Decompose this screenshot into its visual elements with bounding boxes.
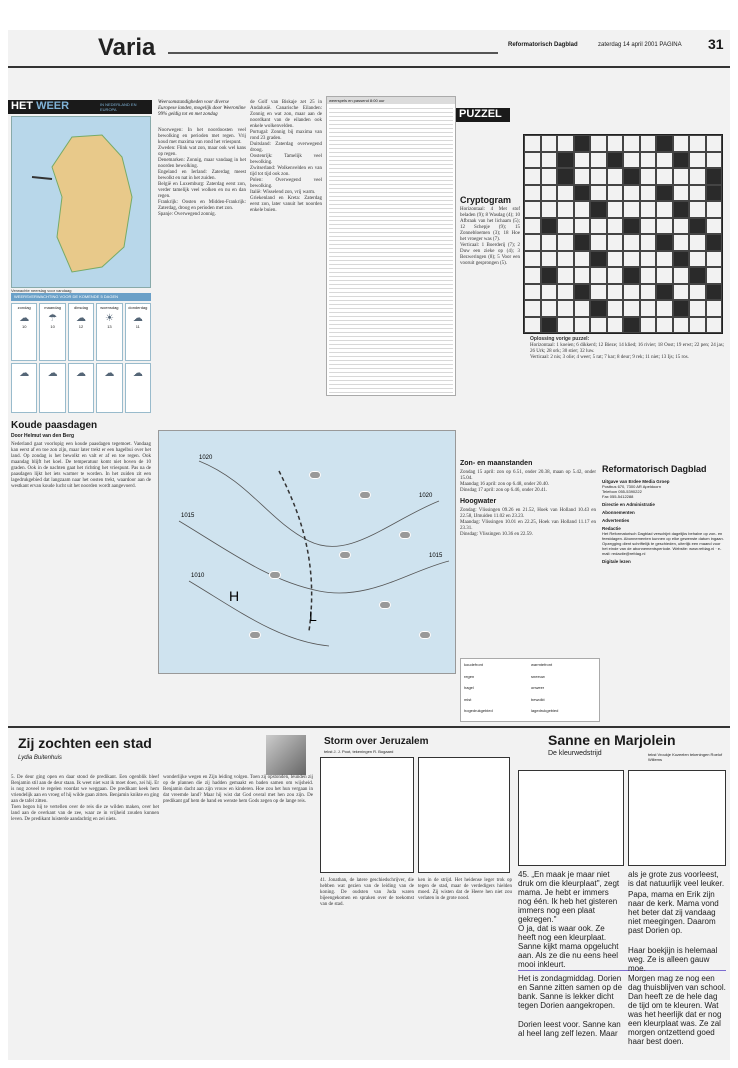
legend-item: hogedrukgebied — [464, 708, 493, 714]
forecast-temp: 10 — [50, 324, 55, 329]
sanne-text-1: 45. „En maak je maar niet druk om die kleurplaat", zegt mama. Je hebt er immers nog één. Ik heb het gisteren immers nog een plaat gekregen." — [518, 870, 622, 924]
cloud-icon: ☁ — [132, 368, 143, 379]
cryptogram-heading: Cryptogram — [460, 195, 512, 205]
issue-date — [598, 42, 682, 48]
zon-heading: Zon- en maanstanden — [460, 460, 533, 467]
forecast-temp: 11 — [135, 324, 140, 329]
high-pressure-label: H — [229, 588, 240, 604]
grid-cell — [640, 135, 657, 152]
grid-cell — [623, 300, 640, 317]
zij-headline: Zij zochten een stad — [18, 735, 152, 751]
sanne-text-3: Het is zondagmiddag. Dorien en Sanne zitten samen op de bank. Sanne is lekker dicht tegen Dorien aangekropen. — [518, 974, 625, 1010]
grid-cell — [557, 168, 574, 185]
sanne-comic-panel-2 — [628, 770, 726, 866]
zon-text: Zondag 15 april: zon op 6.51, onder 20.38, maan op 5.42, onder 15.04. Maandag 16 april: zon op 6.48, onder 20.40. Dinsdag 17 april: zon op 6.46, onder 20.41. — [460, 470, 596, 493]
grid-cell — [557, 267, 574, 284]
grid-cell — [541, 251, 558, 268]
grid-cell — [607, 251, 624, 268]
grid-cell — [623, 152, 640, 169]
grid-cell — [541, 218, 558, 235]
grid-cell — [623, 168, 640, 185]
forecast-day-label: donderdag — [128, 305, 148, 310]
grid-cell — [590, 152, 607, 169]
grid-cell — [590, 168, 607, 185]
legend-item: sneeuw — [531, 673, 545, 679]
grid-cell — [656, 168, 673, 185]
solution-heading: Oplossing vorige puzzel: — [530, 336, 590, 342]
grid-cell — [689, 135, 706, 152]
grid-cell — [689, 201, 706, 218]
grid-cell — [524, 300, 541, 317]
grid-cell — [706, 135, 723, 152]
grid-cell — [524, 234, 541, 251]
europe-text-col2: Noorwegen: In het noordoosten veel bewolking en perioden met regen. Vrij koud met maxima van rond het vriespunt. Zweden: Flink wat zon, maar ook wel kans op regen. Denemarken: Zonnig, maar vandaag in het noorden bewolking. Engeland en Ierland: Zaterdag meest bewolkt en nat in het zuiden. België en Luxemburg: Zaterdag eerst zon, verder tamelijk veel wolken en nu en dan regen. Frankrijk: Oosten en Midden-Frankrijk: Zaterdag, droog en perioden met zon. Spanje: Overwegend zonnig. — [158, 128, 246, 217]
colofon-heading: Reformatorisch Dagblad — [602, 464, 707, 474]
grid-cell — [640, 284, 657, 301]
zij-author: Lydia Buitenhuis — [18, 755, 62, 761]
forecast-day-label: zondag — [17, 305, 31, 310]
grid-cell — [656, 152, 673, 169]
cloud-icon: ☁ — [47, 368, 58, 379]
cloud-icon — [419, 631, 431, 639]
grid-cell — [640, 168, 657, 185]
issue-date-text: zaterdag 14 april 2001 — [598, 42, 658, 48]
colofon-line: Telefoon 055-5390222 — [602, 489, 642, 494]
grid-cell — [689, 234, 706, 251]
netherlands-map-svg — [12, 117, 150, 287]
isobar-label: 1015 — [181, 513, 195, 519]
grid-cell — [524, 267, 541, 284]
isobar-label: 1020 — [419, 493, 433, 499]
grid-cell — [557, 284, 574, 301]
forecast-day-label: woensdag — [100, 305, 119, 310]
front-line — [279, 471, 312, 631]
grid-cell — [574, 284, 591, 301]
forecast-day-5 — [125, 303, 151, 361]
grid-cell — [557, 152, 574, 169]
colofon-line: Postbus 670, 7300 AR Apeldoorn — [602, 484, 661, 489]
grid-cell — [590, 234, 607, 251]
grid-cell — [541, 201, 558, 218]
grid-cell — [574, 152, 591, 169]
sanne-subtitle: De kleurwedstrijd — [548, 750, 602, 757]
grid-cell — [706, 185, 723, 202]
grid-cell — [590, 267, 607, 284]
europe-map-svg — [159, 431, 455, 673]
cloud-icon: ☁ — [132, 313, 143, 324]
grid-cell — [656, 234, 673, 251]
colofon-line: Uitgave van Erdee Media Groep — [602, 479, 670, 484]
grid-cell — [689, 317, 706, 334]
grid-cell — [541, 317, 558, 334]
pagina-label: PAGINA — [659, 42, 682, 48]
grid-cell — [524, 218, 541, 235]
grid-cell — [706, 300, 723, 317]
table-header: weerspels en passend 8:00 uur — [327, 97, 455, 104]
author-photo — [266, 735, 306, 775]
temperature-table — [326, 96, 456, 396]
legend-item: onweer — [531, 685, 545, 691]
grid-cell — [557, 185, 574, 202]
grid-cell — [640, 251, 657, 268]
grid-cell — [574, 218, 591, 235]
section-title: Varia — [98, 34, 156, 61]
grid-cell — [706, 234, 723, 251]
storm-credit: tekst J. J. Poot, tekeningen R. Bogaard — [324, 749, 394, 754]
storm-text-col2: ken in de strijd. Het heidense leger trok op tegen de stad, maar de verdedigers hielden moed. Zij wisten dat de Heere hen niet zou verlaten in de grote nood. — [418, 878, 514, 901]
zij-text-col2: wonderlijke wegen en Zijn leiding volgen. Toen zij opstonden, leunden zij op de plannen die zij hadden gemaakt en baden samen om wijsheid. Benjamin dacht aan zijn vrouw en kinderen. Hoe zou het hun vergaan in dat vreemde land? Maar hij wist dat God overal met hen zou zijn. De predikant gaf hem de hand en wenste hem Gods zegen op de lange reis. — [163, 775, 315, 804]
grid-cell — [541, 152, 558, 169]
grid-cell — [623, 284, 640, 301]
legend-item: koudefront — [464, 662, 483, 667]
grid-cell — [640, 234, 657, 251]
sun-icon: ☀ — [104, 313, 114, 324]
divider-line — [518, 970, 726, 971]
grid-cell — [623, 234, 640, 251]
sanne-text-7: Haar boekjijn is helemaal weg. Ze is alleen gauw moe. — [628, 946, 720, 973]
grid-cell — [689, 218, 706, 235]
grid-cell — [673, 317, 690, 334]
grid-cell — [706, 152, 723, 169]
grid-cell — [656, 251, 673, 268]
section-divider — [8, 726, 730, 728]
colofon-line: Fax 055-5412288 — [602, 494, 634, 499]
colofon-text: Het Reformatorisch Dagblad verschijnt dagelijks behalve op zon- en feestdagen. Abonnementen kunnen op elke gewenste datum ingaan. Opzegging dient schriftelijk te geschieden, uiterlijk een maand voor het einde van de abonnementsperiode. Website: www.refdag.nl · e-mail: redactie@refdag.nl — [602, 531, 724, 556]
grid-cell — [689, 168, 706, 185]
grid-cell — [557, 317, 574, 334]
forecast-row-2 — [11, 363, 151, 413]
grid-cell — [656, 218, 673, 235]
grid-cell — [623, 317, 640, 334]
grid-cell — [607, 218, 624, 235]
colofon-body — [602, 476, 727, 564]
grid-cell — [524, 152, 541, 169]
weer-subtitle: IN NEDERLAND EN EUROPA — [100, 102, 137, 112]
grid-cell — [574, 201, 591, 218]
table-rows — [329, 105, 453, 393]
europe-text-col3: de Golf van Biskaje zet 25 in Andalusië. Canarische Eilanden: Zonnig en wat zon, maar aan de noordkant van de eilanden ook enkele wolkenvelden. Portugal: Zonnig bij maxima van rond 23 graden. Duitsland: Zaterdag overwegend droog. Oostenrijk: Tamelijk veel bewolking. Zwitserland: Wolkenvelden en van tijd tot tijd ook zon. Polen: Overwegend veel bewolking. Italië: Wisselend zon, vrij warm. Griekenland en Kreta: Zaterdag eerst zon, later vanuit het noorden enkele buien. — [250, 100, 322, 213]
colofon-line: Advertenties — [602, 518, 630, 523]
colofon-line: Digitale lezen — [602, 559, 631, 564]
newspaper-page — [8, 30, 730, 1060]
forecast-day-label: maandag — [44, 305, 61, 310]
koude-article: Nederland gaat voorlopig een koude paasdagen tegemoet. Vandaag kan eerst af en toe zon zijn, maar later trekt er een hagelbui over het land. Op zondag is het bewolkt en valt er af en toe regen. Ook maandag blijft het koel. De temperatuur komt niet boven de 10 graden. Ook in de nachten gaat het richting het vriespunt. Pas na de paasdagen lijkt het iets warmer te worden. In het zuiden zit een lagedrukgebied dat langzaam naar het oosten trekt, waardoor aan de westkant ervan koude lucht uit het noorden wordt aangevoerd. — [11, 442, 153, 489]
legend-item: lagedrukgebied — [531, 708, 559, 714]
grid-cell — [590, 218, 607, 235]
page-number: 31 — [708, 36, 724, 52]
cryptogram-clues: Horizontaal: 4 Met stof beladen (9); 8 Wasdag (4); 10 Afbraak van het lichaam (5); 12 Schepje (9); 15 Zonnebloemen (3); 18 Hoe het vroeger was (7). Verticaal: 1 Boerderij (7); 2 Duw een zieke op (4); 3 Bezweringen (8); 5 Voor een vooruit gesprongen (5). — [460, 207, 520, 266]
grid-cell — [656, 185, 673, 202]
grid-cell — [673, 234, 690, 251]
cloud-icon — [399, 531, 411, 539]
grid-cell — [524, 135, 541, 152]
forecast-day-2 — [39, 303, 65, 361]
puzzle-solution: Horizontaal: 1 koeien; 6 dikkerd; 12 Bieze; 14 klied; 16 rivier; 18 Oost; 19 erwt; 22 pen; 24 jas; 26 Urk; 28 ork; 30 stier; 32 luw. Verticaal: 2 nis; 3 olie; 4 weer; 5 rat; 7 kar; 8 deur; 9 rek; 11 niet; 13 Ijs; 15 ros. — [530, 343, 724, 360]
sanne-text-6: Papa, mama en Erik zijn naar de kerk. Mama vond het beter dat zij vandaag niet meegingen. Daarom past Dorien op. — [628, 890, 721, 935]
forecast-day-label: dinsdag — [74, 305, 89, 310]
legend-item: regen — [464, 673, 475, 679]
grid-cell — [607, 267, 624, 284]
legend-item: mist — [464, 696, 472, 702]
sanne-credit: tekst Vroukje Kozeelen tekeningen Roelof Willems — [648, 752, 723, 762]
grid-cell — [607, 300, 624, 317]
cloud-icon: ☁ — [76, 313, 87, 324]
hoogwater-heading: Hoogwater — [460, 498, 497, 505]
grid-cell — [706, 317, 723, 334]
storm-text-col1: 41. Jonathan, de latere geschiedschrijver, die hebben wat gezien van de leiding van de koning. De oudsten van Juda waren bijeengekomen en spraken over de toekomst van de stad. — [320, 878, 416, 907]
forecast-temp: 12 — [78, 324, 84, 329]
grid-cell — [706, 267, 723, 284]
grid-cell — [590, 185, 607, 202]
grid-cell — [689, 284, 706, 301]
grid-cell — [574, 267, 591, 284]
grid-cell — [640, 152, 657, 169]
cloud-icon: ☁ — [76, 368, 87, 379]
grid-cell — [574, 234, 591, 251]
grid-cell — [673, 218, 690, 235]
grid-cell — [607, 185, 624, 202]
legend-item: warmtefront — [531, 662, 553, 667]
land-shape — [52, 135, 132, 272]
storm-comic-panel-1 — [320, 757, 414, 873]
grid-cell — [607, 284, 624, 301]
grid-cell — [607, 201, 624, 218]
weer-title-1: HET — [11, 100, 33, 112]
grid-cell — [541, 185, 558, 202]
netherlands-weather-map — [11, 116, 151, 288]
grid-cell — [689, 152, 706, 169]
grid-cell — [590, 300, 607, 317]
weer-title-2: WEER — [36, 100, 70, 112]
grid-cell — [574, 317, 591, 334]
europe-weather-map — [158, 430, 456, 674]
sanne-text-2: O ja, dat is waar ook. Ze heeft nog een kleurplaat. Sanne kijkt mama opgelucht aan. Als ze die nu eens heel mooi inkleurt. — [518, 924, 621, 969]
forecast-day-1 — [11, 303, 37, 361]
forecast-detail — [39, 363, 65, 413]
grid-cell — [607, 317, 624, 334]
puzzel-heading: PUZZEL — [456, 108, 510, 122]
cloud-icon — [309, 471, 321, 479]
grid-cell — [574, 300, 591, 317]
crossword-grid — [523, 134, 723, 334]
grid-cell — [524, 201, 541, 218]
europe-intro: Weersomstandigheden voor diverse Europese landen, mogelijk door Weeronline 99% geldig tot en met zondag — [158, 100, 246, 117]
isobar-label: 1015 — [429, 553, 443, 559]
grid-cell — [623, 135, 640, 152]
forecast-temp: 13 — [107, 324, 112, 329]
grid-cell — [640, 201, 657, 218]
forecast-detail — [125, 363, 151, 413]
grid-cell — [574, 168, 591, 185]
colofon-line: Directie en Administratie — [602, 502, 655, 507]
page-header — [8, 30, 730, 68]
colofon-line: Abonnementen — [602, 510, 635, 515]
cloud-icon — [269, 571, 281, 579]
hoogwater-text: Zondag: Vlissingen 09.26 en 21.52, Hoek van Holland 10.43 en 22.58, IJmuiden 11.02 en 23.23. Maandag: Vlissingen 10.01 en 22.25, Hoek van Holland 11.17 en 23.31. Dinsdag: Vlissingen 10.36 en 22.59. — [460, 508, 596, 537]
forecast-detail — [11, 363, 37, 413]
cloud-icon: ☁ — [104, 368, 115, 379]
forecast-row-1 — [11, 303, 151, 361]
grid-cell — [706, 168, 723, 185]
grid-cell — [541, 300, 558, 317]
grid-cell — [656, 284, 673, 301]
cloud-icon — [339, 551, 351, 559]
grid-cell — [623, 251, 640, 268]
grid-cell — [590, 317, 607, 334]
grid-cell — [640, 267, 657, 284]
grid-cell — [673, 284, 690, 301]
grid-cell — [640, 218, 657, 235]
grid-cell — [673, 135, 690, 152]
grid-cell — [706, 251, 723, 268]
sanne-text-5: als je grote zus voorleest, is dat natuurlijk veel leuker. — [628, 870, 725, 888]
low-pressure-label: L — [309, 608, 317, 624]
arrow-icon — [32, 177, 52, 179]
grid-cell — [656, 267, 673, 284]
grid-cell — [541, 168, 558, 185]
grid-cell — [656, 300, 673, 317]
map-legend — [460, 658, 600, 722]
grid-cell — [706, 284, 723, 301]
grid-cell — [607, 168, 624, 185]
forecast-detail — [68, 363, 94, 413]
grid-cell — [706, 201, 723, 218]
cloud-icon — [249, 631, 261, 639]
grid-cell — [557, 135, 574, 152]
sanne-text-4: Dorien leest voor. Sanne kan al heel lang zelf lezen. Maar — [518, 1020, 623, 1038]
grid-cell — [574, 185, 591, 202]
grid-cell — [524, 185, 541, 202]
cloud-icon: ☁ — [19, 313, 30, 324]
grid-cell — [524, 251, 541, 268]
isobar-label: 1020 — [199, 455, 213, 461]
forecast-bar: WEERSVERWACHTING VOOR DE KOMENDE 5 DAGEN — [11, 293, 151, 301]
isobar-label: 1010 — [191, 573, 205, 579]
zij-text-col1: 5. De deur ging open en daar stond de predikant. Een ogenblik bleef Benjamin stil aan de deur staan. Ik weet niet wat ik moet doen, zei hij. Er is nog zoveel te regelen voordat we weggaan. De predikant keek hem vriendelijk aan en vroeg of hij wilde gaan zitten. Benjamin knikte en ging aan de tafel zitten. Toen begon hij te vertellen over de reis die ze wilden maken, over het land aan de overkant van de zee, waar ze in vrijheid zouden kunnen leven. De predikant luisterde aandachtig en zei niets. — [11, 775, 159, 822]
koude-byline: Door Helmut van den Berg — [11, 433, 75, 439]
grid-cell — [574, 135, 591, 152]
grid-cell — [524, 317, 541, 334]
grid-cell — [590, 201, 607, 218]
grid-cell — [689, 185, 706, 202]
grid-cell — [574, 251, 591, 268]
grid-cell — [541, 267, 558, 284]
forecast-detail — [96, 363, 122, 413]
grid-cell — [673, 168, 690, 185]
grid-cell — [656, 135, 673, 152]
grid-cell — [640, 185, 657, 202]
grid-cell — [689, 267, 706, 284]
grid-cell — [590, 284, 607, 301]
cloud-icon: ☁ — [19, 368, 30, 379]
grid-cell — [623, 218, 640, 235]
grid-cell — [557, 201, 574, 218]
grid-cell — [607, 234, 624, 251]
grid-cell — [590, 251, 607, 268]
paper-name: Reformatorisch Dagblad — [508, 42, 578, 48]
grid-cell — [673, 185, 690, 202]
grid-cell — [706, 218, 723, 235]
grid-cell — [673, 152, 690, 169]
forecast-temp: 10 — [21, 324, 27, 329]
grid-cell — [656, 201, 673, 218]
forecast-day-3 — [68, 303, 94, 361]
grid-cell — [623, 267, 640, 284]
storm-comic-panel-2 — [418, 757, 510, 873]
grid-cell — [623, 185, 640, 202]
colofon-line: Redactie — [602, 526, 621, 531]
grid-cell — [607, 152, 624, 169]
grid-cell — [557, 218, 574, 235]
grid-cell — [557, 300, 574, 317]
header-rule — [168, 52, 498, 54]
cloud-icon — [379, 601, 391, 609]
grid-cell — [673, 300, 690, 317]
grid-cell — [541, 284, 558, 301]
grid-cell — [541, 135, 558, 152]
cloud-icon: ☂ — [48, 313, 58, 324]
sanne-headline: Sanne en Marjolein — [548, 732, 676, 748]
grid-cell — [640, 300, 657, 317]
grid-cell — [607, 135, 624, 152]
grid-cell — [623, 201, 640, 218]
grid-cell — [673, 267, 690, 284]
grid-cell — [673, 251, 690, 268]
koude-headline: Koude paasdagen — [11, 420, 98, 431]
grid-cell — [656, 317, 673, 334]
sanne-text-8: Morgen mag ze nog een dag thuisblijven van school. Dan heeft ze de hele dag de tijd om te kleuren. Wat was het heerlijk dat er nog een kleurplaat was. Ze zal morgen ontzettend goed haar best doen. — [628, 974, 729, 1046]
grid-cell — [590, 135, 607, 152]
forecast-day-4 — [96, 303, 122, 361]
grid-cell — [689, 300, 706, 317]
grid-cell — [673, 201, 690, 218]
cloud-icon — [359, 491, 371, 499]
sanne-comic-panel-1 — [518, 770, 624, 866]
map-caption: Verwachte neerslag voor vandaag — [11, 288, 72, 293]
grid-cell — [640, 317, 657, 334]
grid-cell — [557, 251, 574, 268]
legend-item: bewolkt — [531, 696, 545, 702]
grid-cell — [541, 234, 558, 251]
storm-headline: Storm over Jeruzalem — [324, 736, 429, 747]
grid-cell — [689, 251, 706, 268]
grid-cell — [524, 284, 541, 301]
grid-cell — [557, 234, 574, 251]
grid-cell — [524, 168, 541, 185]
legend-item: hagel — [464, 685, 474, 691]
